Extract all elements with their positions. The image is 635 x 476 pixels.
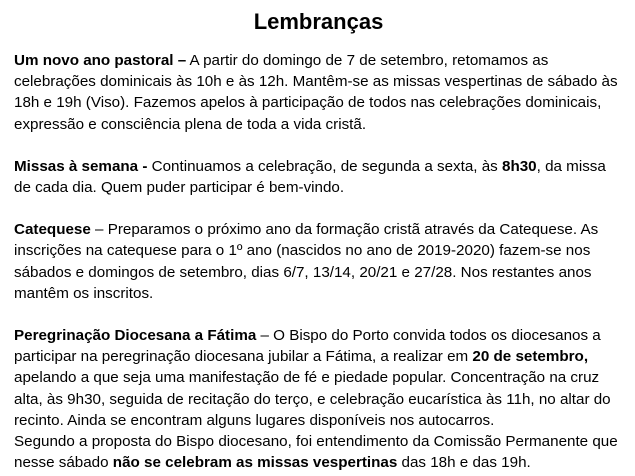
pilgrimage-date: 20 de setembro,	[472, 348, 589, 366]
section-text-catechesis: – Preparamos o próximo ano da formação cristã através da Catequese. As inscrições na catequese para o 1º ano (nascidos no ano de 2019-2020) fazem-se nos sábados e domingos de setembro, dias 6/7, 13/14, 20/21 e 27/28. Nos restantes anos mantêm os inscritos.	[14, 221, 599, 302]
section-heading-weekday-masses: Missas à semana -	[14, 157, 148, 175]
section-heading-catechesis: Catequese	[14, 221, 91, 239]
section-weekday-masses	[14, 156, 623, 198]
section-text-pastoral-year: A partir do domingo de 7 de setembro, retomamos as celebrações dominicais às 10h e às 12h. Mantêm-se as missas vespertinas de sábado às 18h e 19h (Viso). Fazemos apelos à participação de todos nas celebrações dominicais, expressão e consciência plena de toda a vida cristã.	[14, 52, 618, 133]
section-text-weekday-masses-b: , da missa de cada dia. Quem puder participar é bem-vindo.	[14, 157, 606, 197]
cancelled-masses-notice: não se celebram as missas vespertinas	[112, 454, 398, 472]
section-text-fatima-b: apelando a que seja uma manifestação de fé e piedade popular. Concentração na cruz alta, às 9h30, seguida de recitação do terço, e celebração eucarística às 11h, no altar do recinto. Ainda se encontram alguns lugares disponíveis nos autocarros.	[14, 369, 611, 429]
section-fatima-pilgrimage	[14, 325, 623, 473]
section-catechesis	[14, 219, 623, 304]
section-heading-pastoral-year: Um novo ano pastoral –	[14, 52, 187, 69]
section-text-fatima-c: Segundo a proposta do Bispo diocesano, foi entendimento da Comissão Permanente que nesse sábado	[14, 433, 618, 472]
section-text-weekday-masses-a: Continuamos a celebração, de segunda a sexta, às	[147, 157, 502, 175]
page-title: Lembranças	[253, 9, 384, 34]
mass-time: 8h30	[502, 157, 537, 175]
section-heading-fatima-pilgrimage: Peregrinação Diocesana a Fátima	[14, 327, 257, 345]
section-text-fatima-a: – O Bispo do Porto convida todos os diocesanos a participar na peregrinação diocesana jubilar a Fátima, a realizar em	[14, 327, 601, 366]
section-pastoral-year	[14, 50, 623, 135]
section-text-fatima-d: das 18h e das 19h.	[397, 454, 531, 472]
